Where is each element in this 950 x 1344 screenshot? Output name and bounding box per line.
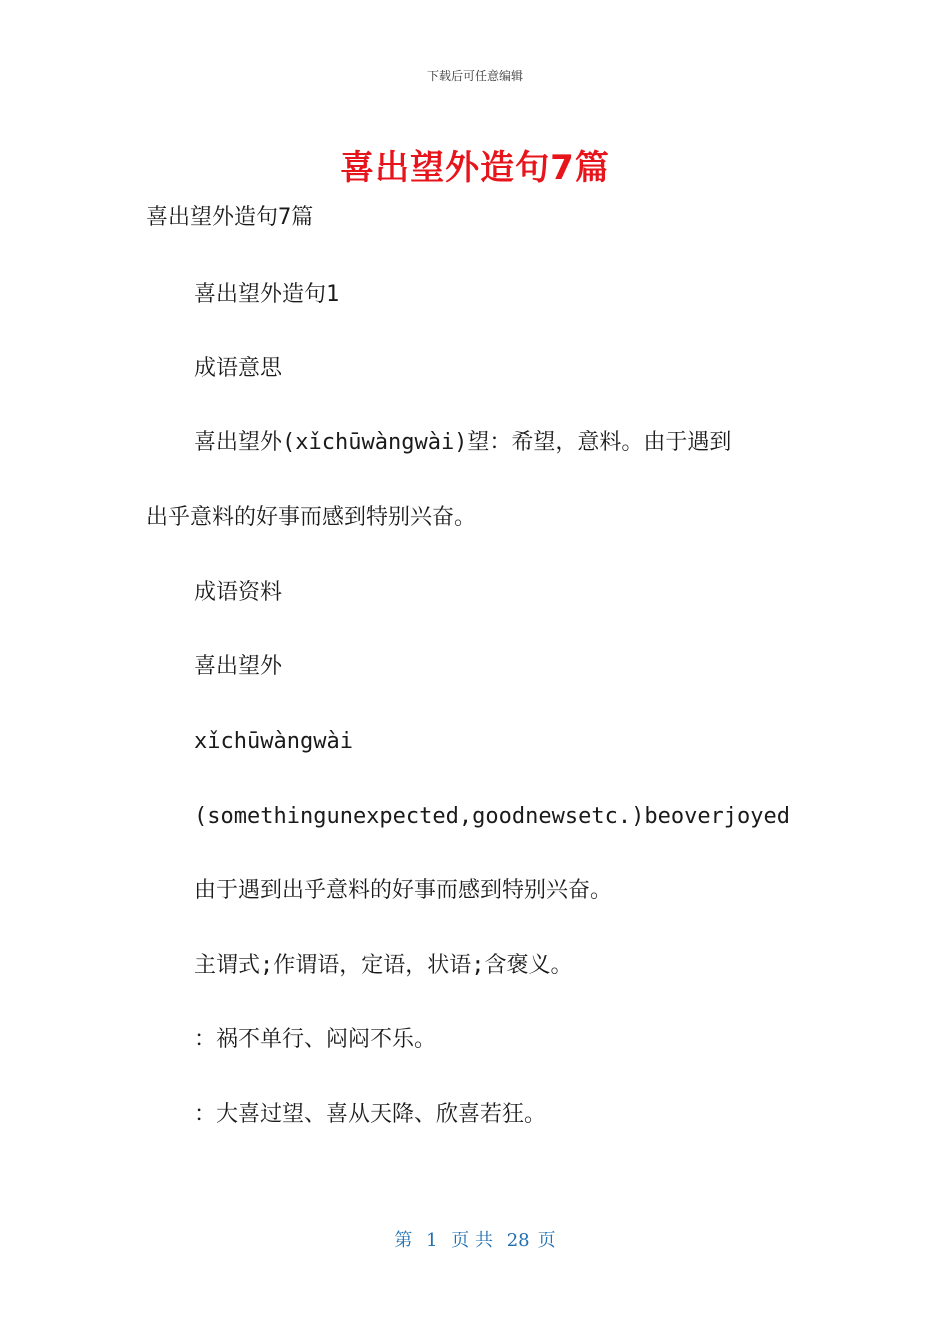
body-line: 由于遇到出乎意料的好事而感到特别兴奋。 (194, 878, 613, 903)
footer-middle: 页 共 (451, 1230, 493, 1251)
header-note: 下载后可任意编辑 (426, 69, 523, 83)
footer-total-pages: 28 (506, 1230, 530, 1251)
body-line: 出乎意料的好事而感到特别兴奋。 (146, 505, 477, 530)
document-title: 喜出望外造句7篇 (340, 148, 610, 188)
antonyms-line: ：祸不单行、闷闷不乐。 (194, 1027, 437, 1052)
pinyin-line: xǐchūwàngwài (194, 729, 353, 754)
body-line: 喜出望外(xǐchūwàngwài)望：希望，意料。由于遇到 (194, 430, 732, 455)
body-line: 主谓式;作谓语，定语，状语;含褒义。 (194, 953, 573, 978)
footer-suffix: 页 (537, 1230, 556, 1251)
subtitle-line: 喜出望外造句7篇 (146, 205, 314, 230)
section-heading: 成语意思 (194, 356, 283, 381)
section-heading: 喜出望外造句1 (194, 282, 340, 307)
page-footer (0, 1226, 950, 1252)
synonyms-line: ：大喜过望、喜从天降、欣喜若狂。 (194, 1102, 547, 1127)
footer-page-number: 1 (426, 1230, 438, 1251)
footer-prefix: 第 (394, 1230, 413, 1251)
english-line: (somethingunexpected,goodnewsetc.)beoverjoyed (194, 804, 791, 829)
body-line: 喜出望外 (194, 654, 283, 679)
section-heading: 成语资料 (194, 580, 283, 605)
